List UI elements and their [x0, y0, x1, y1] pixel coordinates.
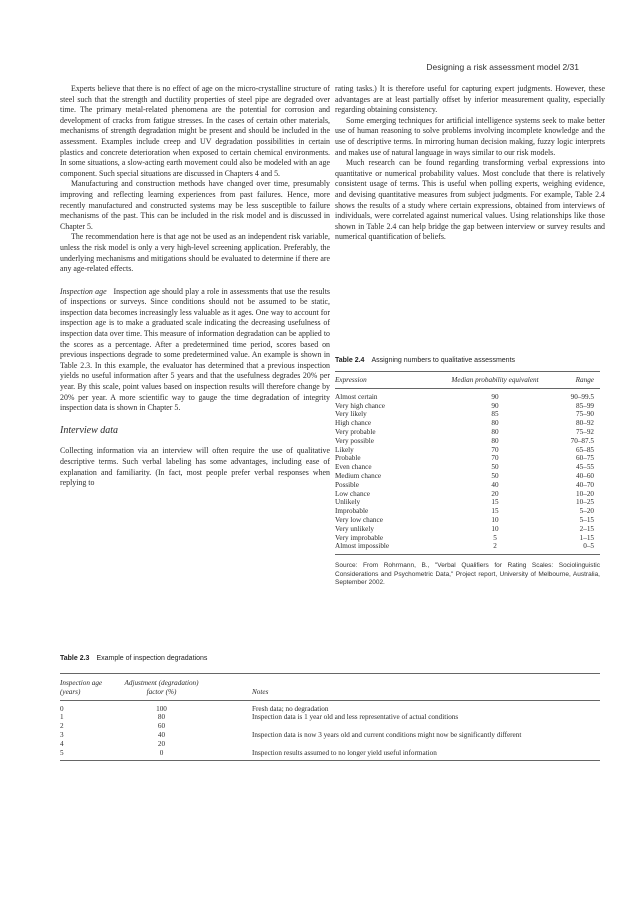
table-row	[60, 731, 600, 740]
table-row	[60, 700, 600, 713]
section-subheading: Interview data	[60, 424, 119, 436]
table-cell: 80	[491, 419, 499, 428]
table-cell: Improbable	[335, 507, 369, 516]
table-cell: 4	[60, 739, 64, 748]
paragraph: Collecting information via an interview will often require the use of qualitative descriptive terms. Such verbal labeling has some advantages, including ease of explanation and familiarity. (In fact, most people prefer verbal responses when replying to	[60, 446, 330, 488]
table-cell: Very improbable	[335, 533, 384, 542]
table-cell: 10–20	[576, 489, 594, 498]
table-cell: 5	[60, 748, 64, 757]
table-cell: 1	[60, 713, 64, 722]
table-row	[335, 498, 600, 507]
table-cell: 70	[491, 454, 499, 463]
table-caption: Table 2.4 Assigning numbers to qualitative assessments	[335, 357, 516, 364]
table-row	[335, 463, 600, 472]
column-header: Notes	[203, 674, 600, 701]
table-cell: Almost impossible	[335, 542, 390, 551]
table-cell: 90–99.5	[570, 392, 594, 401]
qualitative-assessment-table	[335, 371, 600, 555]
table-cell: Almost certain	[335, 392, 378, 401]
table-cell: 1–15	[579, 533, 594, 542]
table-cell: High chance	[335, 419, 372, 428]
table-cell: 10	[491, 524, 499, 533]
table-row	[335, 490, 600, 499]
table-cell: 3	[60, 730, 64, 739]
table-cell: 40–70	[576, 480, 594, 489]
table-cell	[203, 722, 600, 731]
table-cell: 70	[491, 445, 499, 454]
table-row	[335, 472, 600, 481]
paragraph-inspection-age	[60, 287, 330, 414]
table-cell: Even chance	[335, 463, 372, 472]
table-2-3	[60, 655, 600, 761]
table-cell: Medium chance	[335, 471, 382, 480]
table-cell: 2	[60, 722, 64, 731]
column-header: Inspection age (years)	[60, 674, 120, 701]
table-cell: Very high chance	[335, 401, 385, 410]
column-header: Expression	[335, 372, 450, 389]
table-cell: 15	[491, 498, 499, 507]
table-cell: 20	[157, 739, 166, 748]
table-cell: Inspection data is 1 year old and less representative of actual conditions	[252, 713, 459, 722]
table-cell: 0–5	[583, 542, 594, 551]
table-cell: Very low chance	[335, 515, 383, 524]
table-cell: 2–15	[579, 524, 594, 533]
column-header: Adjustment (degradation) factor (%)	[120, 674, 203, 701]
inspection-degradation-table	[60, 673, 600, 761]
table-cell: 10	[491, 515, 499, 524]
table-cell: 0	[159, 748, 164, 757]
table-cell: 50	[491, 471, 499, 480]
table-row	[335, 525, 600, 534]
table-row	[60, 749, 600, 761]
table-row	[60, 713, 600, 722]
paragraph: Some emerging techniques for artificial intelligence systems seek to make better use of human reasoning to solve problems involving incomplete knowledge and the use of descriptive terms. In mirroring human decision making, fuzzy logic interprets and makes use of natural language in ways similar to our risk models.	[335, 115, 605, 157]
table-cell: Likely	[335, 445, 354, 454]
table-cell: 5–15	[579, 515, 594, 524]
paragraph: Experts believe that there is no effect of age on the micro-crystalline structure of steel such that the strength and ductility properties of steel pipe are degraded over time. The primary metal-related phenomena are the potential for corrosion and development of cracks from fatigue stresses. In the cases of certain other materials, mechanisms of strength degradation might be present and should be included in the assessment. Examples include creep and UV degradation possibilities in certain plastics and concrete deterioration when exposed to certain chemical environments. In some situations, a slow-acting earth movement could also be modeled with an age component. Such special situations are discussed in Chapters 4 and 5.	[60, 84, 330, 178]
table-cell: 40	[491, 480, 499, 489]
table-cell: 75–92	[576, 427, 594, 436]
table-cell: 60	[157, 722, 166, 731]
table-row	[335, 437, 600, 446]
table-cell: Very likely	[335, 410, 367, 419]
table-row	[60, 740, 600, 749]
table-cell: 85	[491, 410, 499, 419]
column-header: Range	[540, 372, 600, 389]
table-row	[335, 481, 600, 490]
table-cell: 2	[493, 542, 497, 551]
table-cell: 40	[157, 730, 166, 739]
table-cell: Very unlikely	[335, 524, 374, 533]
table-row	[335, 388, 600, 401]
table-cell: Very possible	[335, 436, 374, 445]
paragraph: rating tasks.) It is therefore useful for capturing expert judgments. However, these advantages are at least partially offset by inferior measurement quality, especially regarding obtaining consistency.	[335, 84, 605, 115]
table-cell: 15	[491, 507, 499, 516]
paragraph: Manufacturing and construction methods have changed over time, presumably improving and reflecting learning experiences from past failures. Hence, more recently manufactured and constructed systems may be less susceptible to failure mechanisms of the past. This can be included in the risk model and is discussed in Chapter 5.	[60, 179, 330, 231]
table-cell: 10–25	[576, 498, 594, 507]
table-source-note: Source: From Rohrmann, B., "Verbal Qualifiers for Rating Scales: Sociolinguistic Considerations and Psychometric Data," Project report, University of Melbourne, Australia, September 2002.	[335, 562, 600, 586]
table-cell: 70–87.5	[570, 436, 594, 445]
table-cell: 5–20	[579, 507, 594, 516]
table-cell: 100	[156, 704, 167, 713]
table-row	[335, 516, 600, 525]
running-head: Designing a risk assessment model 2/31	[426, 62, 579, 72]
table-cell: 85–99	[576, 401, 594, 410]
table-caption: Table 2.3 Example of inspection degradations	[60, 655, 208, 662]
table-row	[335, 402, 600, 411]
table-cell: Fresh data; no degradation	[252, 704, 329, 713]
table-cell: 20	[491, 489, 499, 498]
right-column	[335, 84, 605, 243]
table-cell: 40–60	[576, 471, 594, 480]
paragraph-text: Inspection age should play a role in assessments that use the results of inspections or surveys. Since conditions should not be assumed to be static, inspection data becomes increasingly less valuable as it ages. One way to account for inspection age is to make a graduated scale indicating the decreasing usefulness of inspection data over time. This measure of information degradation can be applied to the scores as a percentage. After a predetermined time period, scores based on previous inspections degrade to some predetermined value. An example is shown in Table 2.3. In this example, the evaluator has determined that a previous inspection yields no useful information after 5 years and that the usefulness degrades 20% per year. By this scale, point values based on inspection results will therefore change by 20% per year. A more scientific way to gauge the time degradation of integrity inspection data is shown in Chapter 5.	[60, 286, 330, 413]
table-cell: 80	[491, 436, 499, 445]
table-cell: Very probable	[335, 427, 376, 436]
table-cell: Possible	[335, 480, 359, 489]
table-cell: 65–85	[576, 445, 594, 454]
table-cell: 90	[491, 401, 499, 410]
table-cell: 60–75	[576, 454, 594, 463]
table-row	[335, 419, 600, 428]
table-cell	[203, 740, 600, 749]
column-header: Median probability equivalent	[450, 372, 540, 389]
table-cell: 50	[491, 463, 499, 472]
table-row	[335, 542, 600, 554]
table-cell: 45–55	[576, 463, 594, 472]
table-cell: 80–92	[576, 419, 594, 428]
table-row	[335, 454, 600, 463]
left-column	[60, 84, 330, 489]
table-row	[335, 534, 600, 543]
table-cell: Probable	[335, 454, 361, 463]
run-in-heading: Inspection age	[60, 286, 107, 296]
table-row	[335, 428, 600, 437]
table-row	[335, 446, 600, 455]
table-row	[335, 410, 600, 419]
table-cell: Inspection data is now 3 years old and current conditions might now be significantly different	[252, 730, 522, 739]
table-2-4	[335, 357, 600, 587]
table-cell: 5	[493, 533, 497, 542]
paragraph: Much research can be found regarding transforming verbal expressions into quantitative or numerical probability values. Most conclude that there is relatively consistent usage of terms. This is useful when polling experts, weighing evidence, and devising quantitative measures from subject judgments. For example, Table 2.4 shows the results of a study where certain expressions, obtained from interviews of individuals, were correlated against numerical values. Using relationships like those shown in Table 2.4 can help bridge the gap between interview or survey results and numerical quantification of beliefs.	[335, 158, 605, 242]
table-cell: 80	[157, 713, 166, 722]
table-cell: 75–90	[576, 410, 594, 419]
table-cell: 90	[491, 392, 499, 401]
paragraph: The recommendation here is that age not be used as an independent risk variable, unless the risk model is only a very high-level screening application. Preferably, the underlying mechanisms and mitigations should be evaluated to determine if there are any age-related effects.	[60, 232, 330, 274]
table-cell: Inspection results assumed to no longer yield useful information	[252, 748, 437, 757]
table-cell: 0	[60, 704, 64, 713]
table-row	[335, 507, 600, 516]
table-cell: 80	[491, 427, 499, 436]
table-cell: Unlikely	[335, 498, 361, 507]
table-row	[60, 722, 600, 731]
table-cell: Low chance	[335, 489, 370, 498]
